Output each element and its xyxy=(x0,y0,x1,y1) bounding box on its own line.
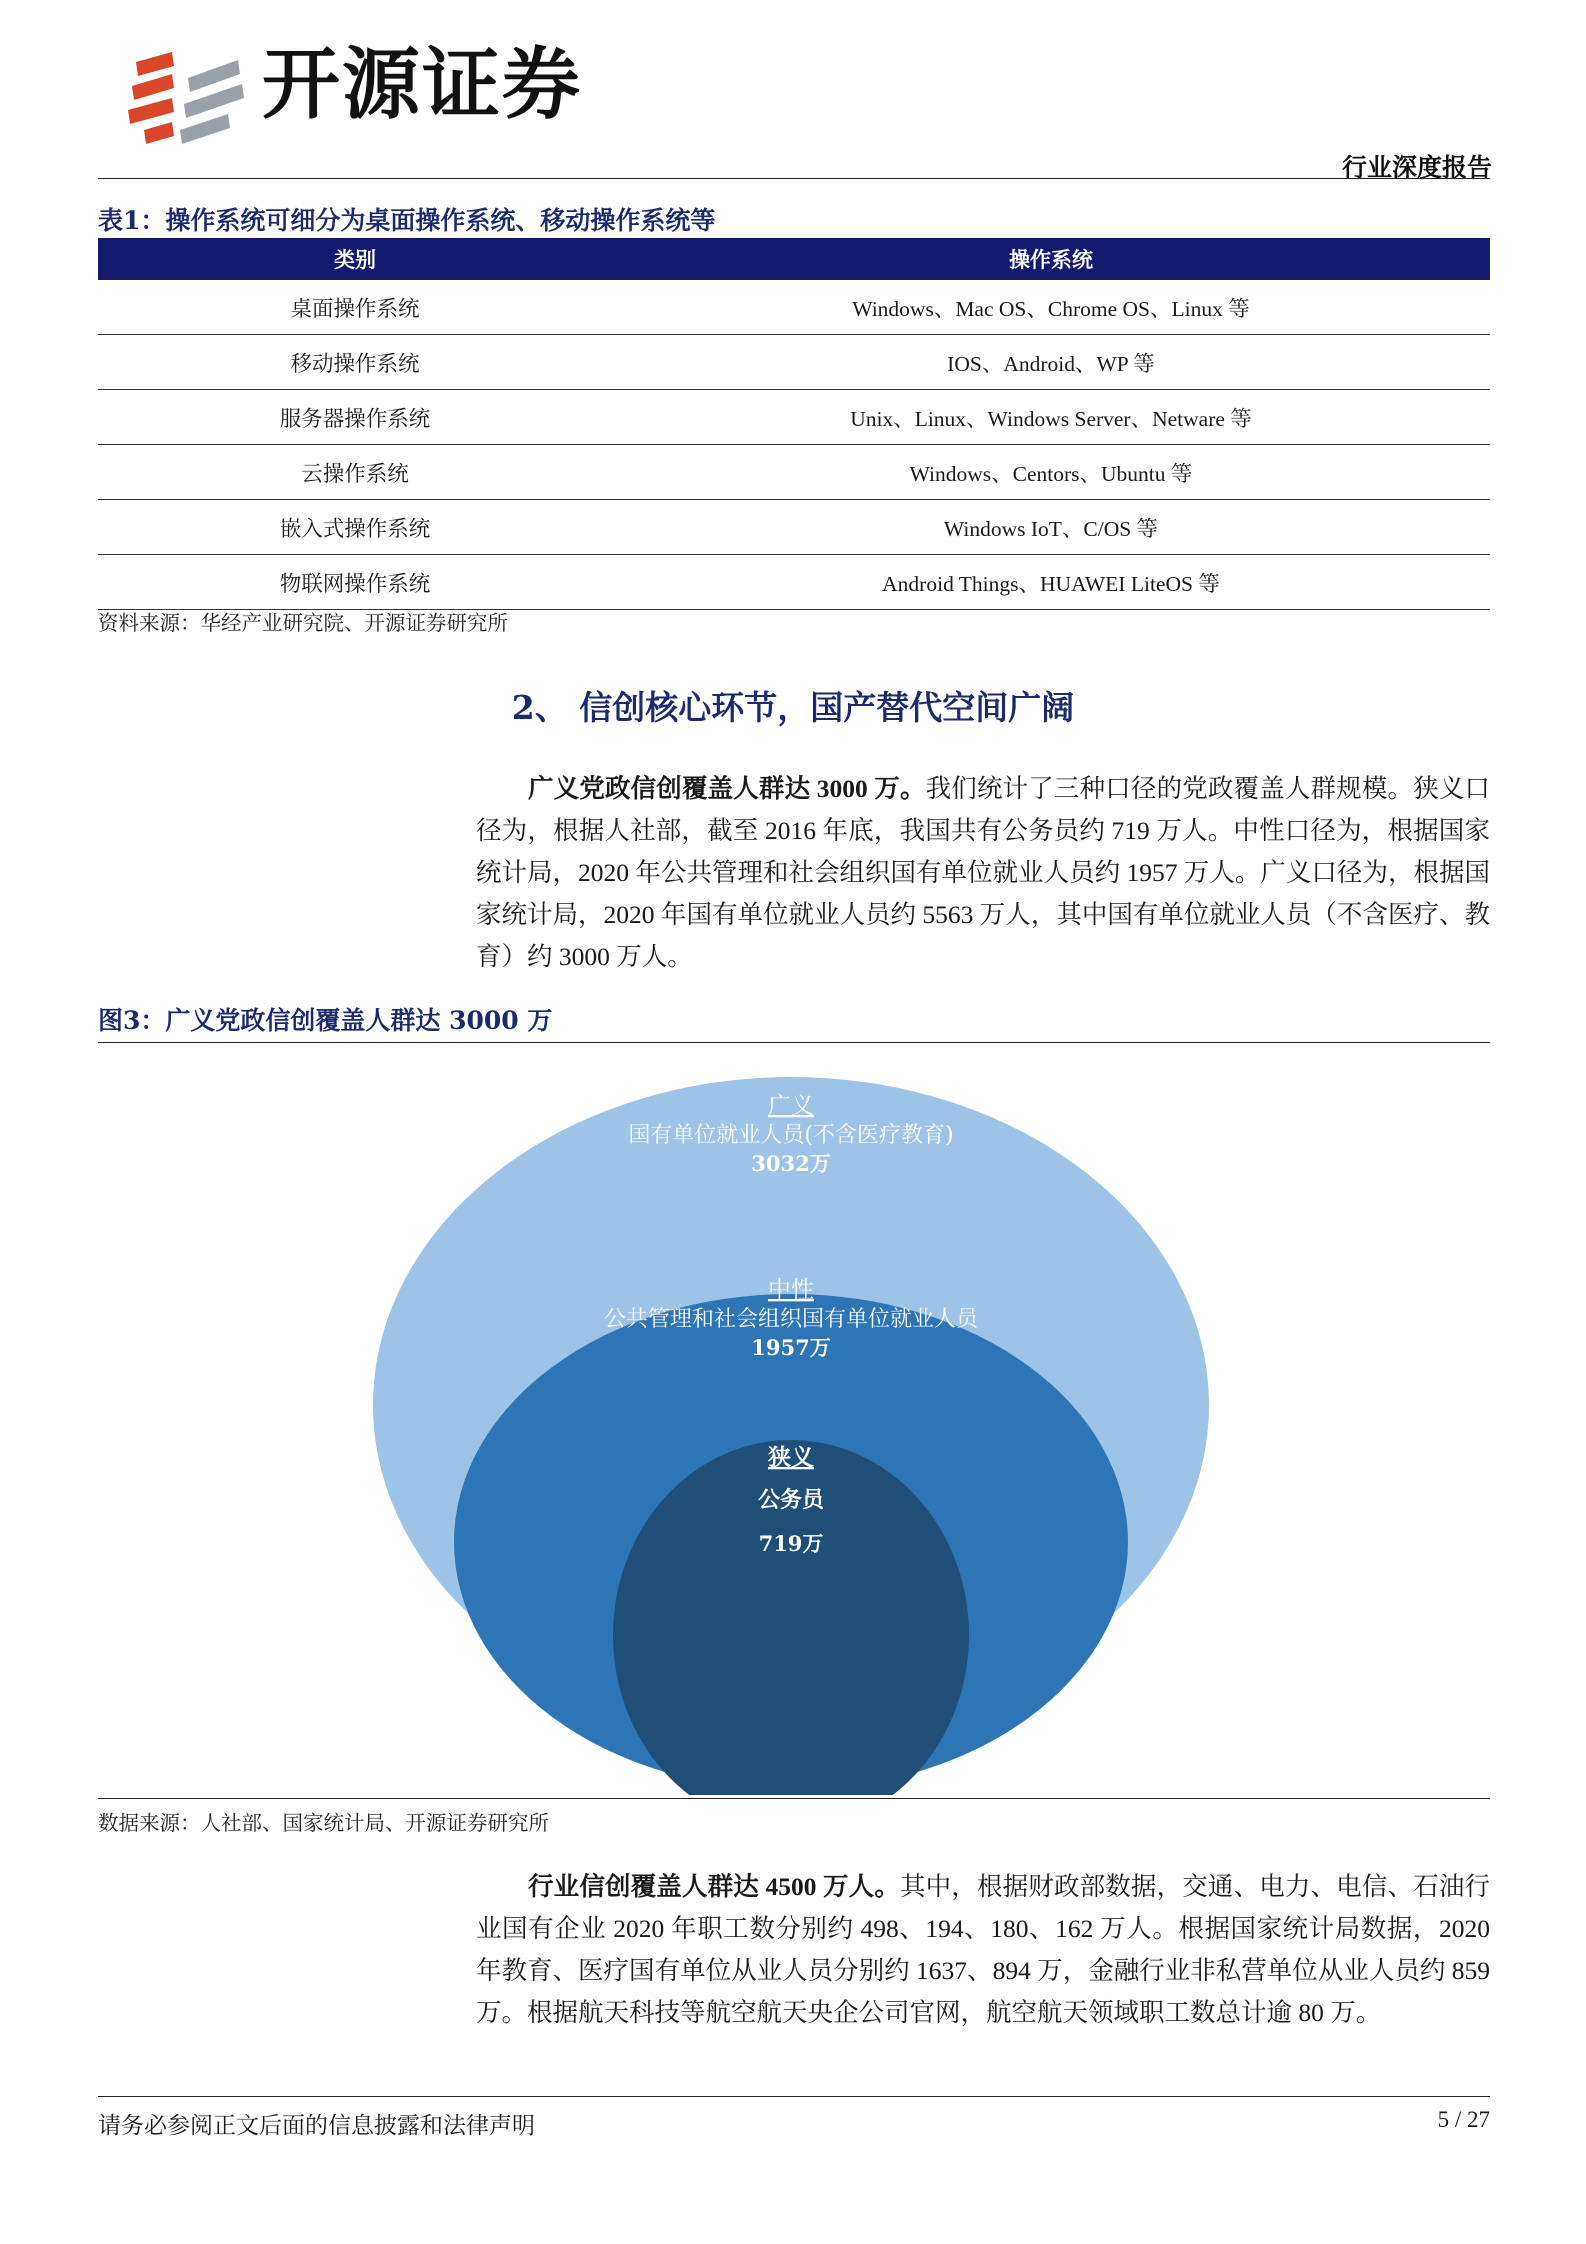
narrow-scope-name: 狭义 xyxy=(768,1444,814,1471)
section-heading: 2、 信创核心环节，国产替代空间广阔 xyxy=(511,688,1075,727)
table-row xyxy=(98,445,1490,500)
table-source: 资料来源：华经产业研究院、开源证券研究所 xyxy=(98,611,508,635)
row-category: 云操作系统 xyxy=(98,445,612,500)
footer-disclaimer: 请务必参阅正文后面的信息披露和法律声明 xyxy=(98,2113,535,2139)
page-number: 5 / 27 xyxy=(1437,2107,1490,2132)
row-os-list: Windows、Centors、Ubuntu 等 xyxy=(612,445,1490,500)
column-header-os: 操作系统 xyxy=(612,238,1490,280)
paragraph-2-body: 其中，根据财政部数据，交通、电力、电信、石油行业国有企业 2020 年职工数分别约 498、194、180、162 万人。根据国家统计局数据，2020 年教育、医疗国有单位从业人员分别约 1637、894 万，金融行业非私营单位从业人员约 859 万。根据航天科技等航空航天央企公司官网，航空航天领域职工数总计逾 80 万。 xyxy=(476,1872,1490,2027)
table-row xyxy=(98,390,1490,445)
row-os-list: Android Things、HUAWEI LiteOS 等 xyxy=(612,555,1490,610)
broad-scope-name: 广义 xyxy=(768,1093,814,1119)
brand-name: 开源证券 xyxy=(262,40,583,130)
row-category: 移动操作系统 xyxy=(98,335,612,390)
paragraph-1 xyxy=(476,768,1490,978)
neutral-scope-desc: 公共管理和社会组织国有单位就业人员 xyxy=(603,1307,979,1332)
table-row xyxy=(98,335,1490,390)
table-row xyxy=(98,500,1490,555)
figure-caption: 图3：广义党政信创覆盖人群达 3000 万 xyxy=(98,1006,553,1035)
row-category: 物联网操作系统 xyxy=(98,555,612,610)
figure-source: 数据来源：人社部、国家统计局、开源证券研究所 xyxy=(98,1811,549,1835)
narrow-scope-desc: 公务员 xyxy=(757,1487,825,1513)
broad-scope-desc: 国有单位就业人员(不含医疗教育) xyxy=(628,1123,954,1148)
broad-scope-value: 3032万 xyxy=(751,1151,831,1176)
neutral-scope-name: 中性 xyxy=(768,1277,814,1303)
row-os-list: Windows、Mac OS、Chrome OS、Linux 等 xyxy=(612,280,1490,335)
coverage-chart xyxy=(98,1045,1490,1795)
row-category: 嵌入式操作系统 xyxy=(98,500,612,555)
table-caption: 表1：操作系统可细分为桌面操作系统、移动操作系统等 xyxy=(98,206,716,235)
paragraph-2-lead: 行业信创覆盖人群达 4500 万人。 xyxy=(528,1872,900,1901)
neutral-scope-value: 1957万 xyxy=(751,1335,831,1360)
row-os-list: Windows IoT、C/OS 等 xyxy=(612,500,1490,555)
report-type: 行业深度报告 xyxy=(1341,153,1492,182)
narrow-scope-value: 719万 xyxy=(758,1531,824,1556)
header-rule xyxy=(98,178,1490,179)
row-category: 桌面操作系统 xyxy=(98,280,612,335)
table-row xyxy=(98,280,1490,335)
figure-bottom-rule xyxy=(98,1798,1490,1799)
paragraph-1-lead: 广义党政信创覆盖人群达 3000 万。 xyxy=(528,774,926,803)
row-category: 服务器操作系统 xyxy=(98,390,612,445)
footer-rule xyxy=(98,2096,1490,2097)
column-header-category: 类别 xyxy=(98,238,612,280)
table-header-row xyxy=(98,238,1490,280)
row-os-list: IOS、Android、WP 等 xyxy=(612,335,1490,390)
paragraph-1-body: 我们统计了三种口径的党政覆盖人群规模。狭义口径为，根据人社部，截至 2016 年底，我国共有公务员约 719 万人。中性口径为，根据国家统计局，2020 年公共管理和社会组织国有单位就业人员约 1957 万人。广义口径为，根据国家统计局，2020 年国有单位就业人员约 5563 万人，其中国有单位就业人员（不含医疗、教育）约 3000 万人。 xyxy=(476,774,1490,971)
table-row xyxy=(98,555,1490,610)
row-os-list: Unix、Linux、Windows Server、Netware 等 xyxy=(612,390,1490,445)
os-table xyxy=(98,238,1490,610)
paragraph-2 xyxy=(476,1866,1490,2034)
brand-logo-icon xyxy=(128,48,252,144)
figure-top-rule xyxy=(98,1042,1490,1043)
